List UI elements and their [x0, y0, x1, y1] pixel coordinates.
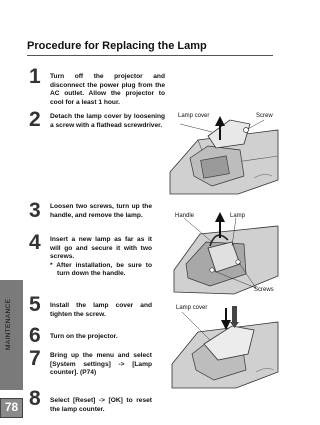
- label-screw: Screw: [256, 113, 273, 119]
- step-2-number: 2: [29, 108, 41, 131]
- label-screws: Screws: [254, 287, 274, 293]
- step-3-number: 3: [29, 199, 41, 222]
- step-5-text: Install the lamp cover and tighten the screw.: [50, 302, 152, 318]
- step-3-text: Loosen two screws, turn up the handle, and remove the lamp.: [50, 203, 152, 219]
- step-4-number: 4: [29, 231, 41, 254]
- title-divider: [27, 55, 273, 56]
- page-number: 78: [4, 400, 19, 414]
- step-8-number: 8: [29, 387, 41, 410]
- side-tab-label: MAINTENANCE: [5, 298, 12, 350]
- label-lamp-cover-2: Lamp cover: [176, 305, 208, 311]
- step-8-text: Select [Reset] -> [OK] to reset the lamp counter.: [50, 397, 152, 413]
- label-lamp: Lamp: [230, 213, 246, 219]
- step-1-number: 1: [29, 65, 41, 88]
- step-1-text: Turn off the projector and disconnect the power plug from the AC outlet. Allow the projector to cool for a least 1 hour.: [50, 73, 165, 106]
- step-4-main-text: Insert a new lamp as far as it will go and secure it with two screws.: [50, 236, 152, 261]
- figure-lamp-cover-install: [170, 304, 280, 390]
- figure-lamp-removal: [172, 212, 280, 298]
- step-5-number: 5: [29, 293, 41, 316]
- page-title: Procedure for Replacing the Lamp: [27, 40, 207, 52]
- figure-lamp-cover-removal: [168, 110, 280, 196]
- step-7-number: 7: [29, 347, 41, 370]
- step-4-text: [50, 236, 152, 279]
- projector-cover-illustration: [170, 304, 280, 390]
- label-lamp-cover-1: Lamp cover: [178, 113, 210, 119]
- step-7-text: Bring up the menu and select [System settings] -> [Lamp counter]. (P74): [50, 352, 152, 377]
- step-6-number: 6: [29, 324, 41, 347]
- projector-illustration: [168, 110, 280, 196]
- projector-lamp-illustration: [172, 212, 280, 298]
- step-4-note: * After installation, be sure to turn down the handle.: [50, 261, 152, 278]
- label-handle: Handle: [175, 213, 195, 219]
- step-2-text: Detach the lamp cover by loosening a screw with a flathead screwdriver.: [50, 113, 165, 129]
- step-6-text: Turn on the projector.: [50, 333, 118, 340]
